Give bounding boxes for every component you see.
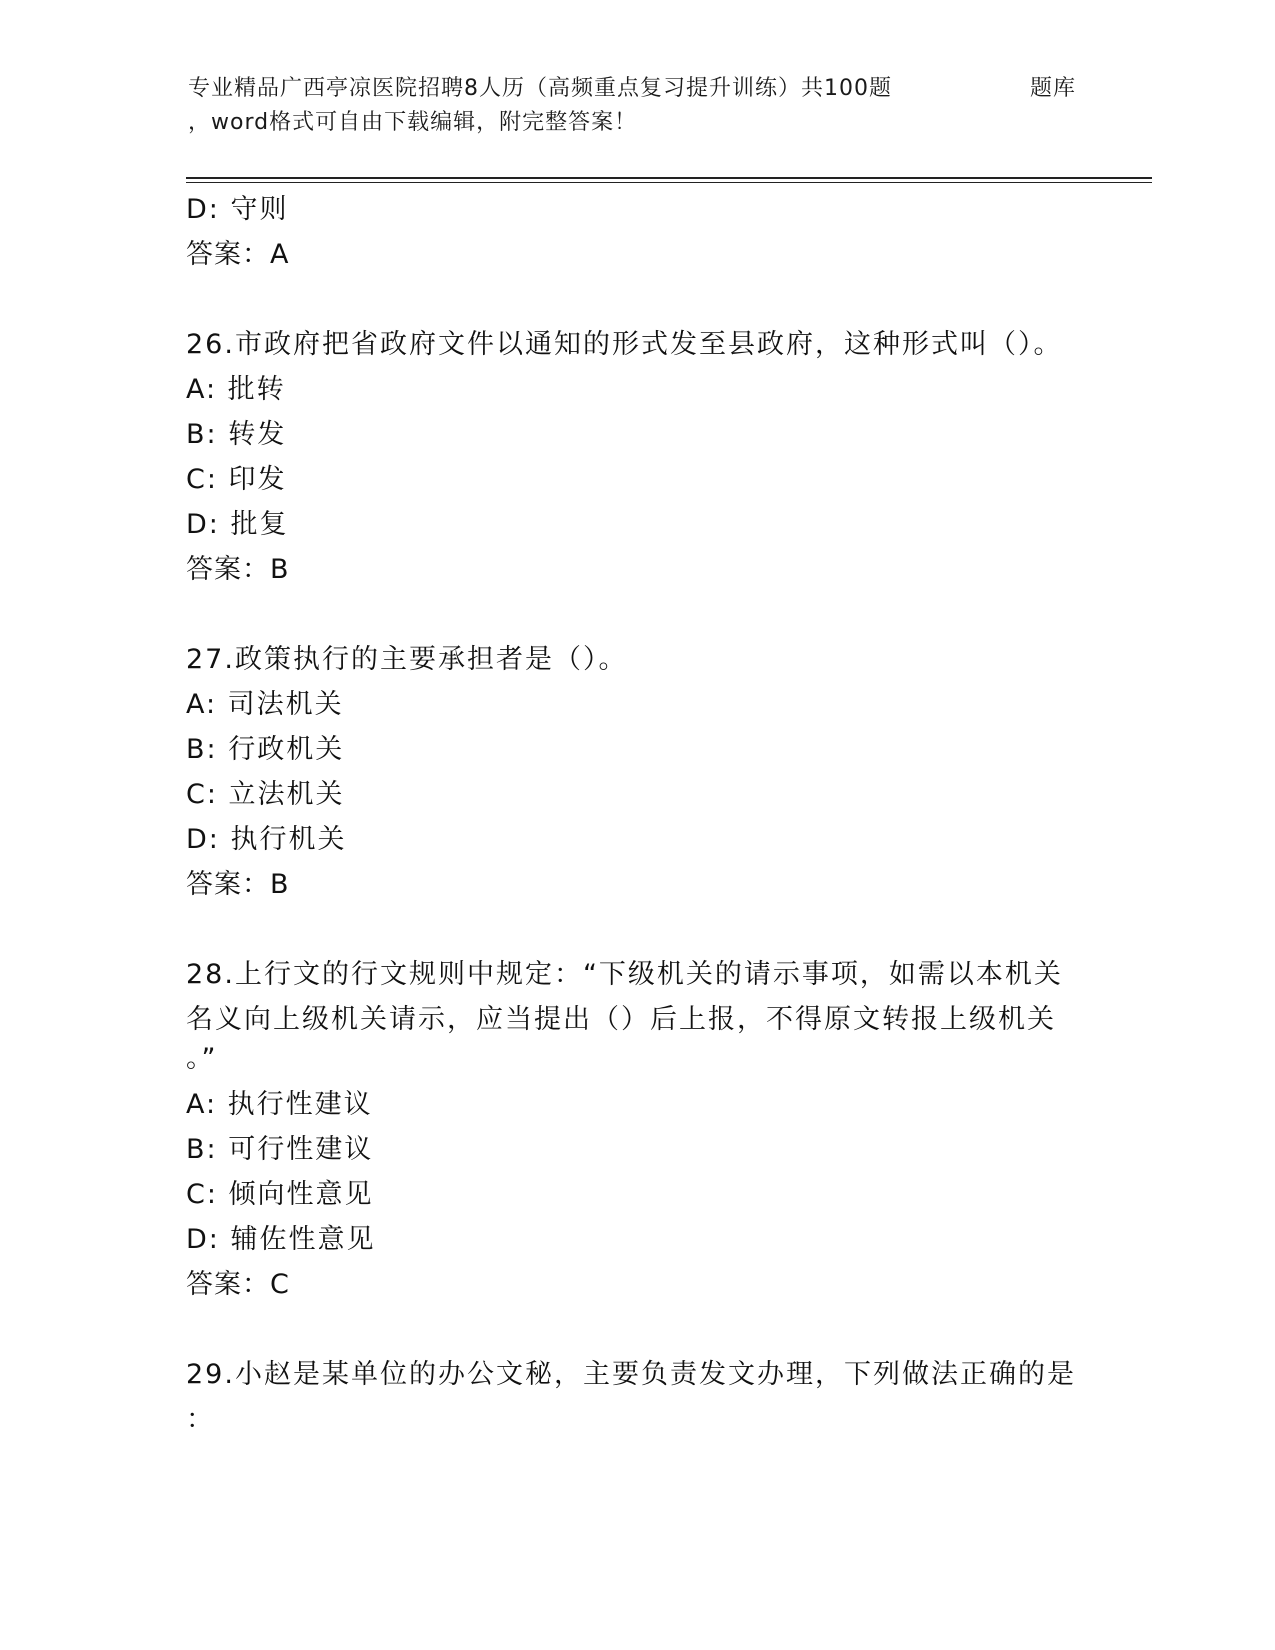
option-d: D: 执行机关: [186, 824, 347, 855]
option-a: A: 执行性建议: [186, 1089, 373, 1120]
question-text: 27.政策执行的主要承担者是（）。: [186, 644, 628, 675]
answer-line: 答案：B: [186, 869, 290, 900]
header-divider-thick: [186, 177, 1152, 179]
answer-line: 答案：B: [186, 554, 290, 585]
header-divider-thin: [186, 182, 1152, 183]
option-d: D: 批复: [186, 509, 289, 540]
question-text: 26.市政府把省政府文件以通知的形式发至县政府，这种形式叫（）。: [186, 329, 1063, 360]
option-c: C: 倾向性意见: [186, 1179, 374, 1210]
question-26: [186, 322, 1086, 592]
option-b: B: 行政机关: [186, 734, 345, 765]
option-a: A: 司法机关: [186, 689, 344, 720]
option-c: C: 立法机关: [186, 779, 345, 810]
document-header-title: [188, 72, 988, 140]
option-b: B: 可行性建议: [186, 1134, 374, 1165]
header-tag: 题库: [1030, 76, 1077, 101]
question-27: [186, 637, 1086, 907]
answer-line: 答案：A: [186, 239, 290, 270]
spacer: [186, 1307, 1086, 1352]
spacer: [186, 592, 1086, 637]
option-a: A: 批转: [186, 374, 286, 405]
question-text-line-1: 28.上行文的行文规则中规定：“下级机关的请示事项，如需以本机关: [186, 959, 1063, 990]
question-text-line-2: ：: [186, 1404, 215, 1435]
header-title-line-2: ，word格式可自由下载编辑，附完整答案！: [188, 110, 638, 135]
header-title-line-1: 专业精品广西亭凉医院招聘8人历（高频重点复习提升训练）共100题: [188, 76, 892, 101]
option-b: B: 转发: [186, 419, 287, 450]
question-text-line-3: 。”: [186, 1043, 218, 1074]
spacer: [186, 277, 1086, 322]
answer-line: 答案：C: [186, 1269, 290, 1300]
option-c: C: 印发: [186, 464, 287, 495]
question-28: [186, 952, 1086, 1307]
question-text-line-1: 29.小赵是某单位的办公文秘，主要负责发文办理，下列做法正确的是: [186, 1359, 1076, 1390]
question-text-line-2: 名义向上级机关请示，应当提出（）后上报，不得原文转报上级机关: [186, 1004, 1056, 1035]
option-d: D: 辅佐性意见: [186, 1224, 376, 1255]
question-29: [186, 1352, 1086, 1442]
spacer: [186, 907, 1086, 952]
question-list: [186, 187, 1086, 1442]
option-d: D: 守则: [186, 194, 289, 225]
